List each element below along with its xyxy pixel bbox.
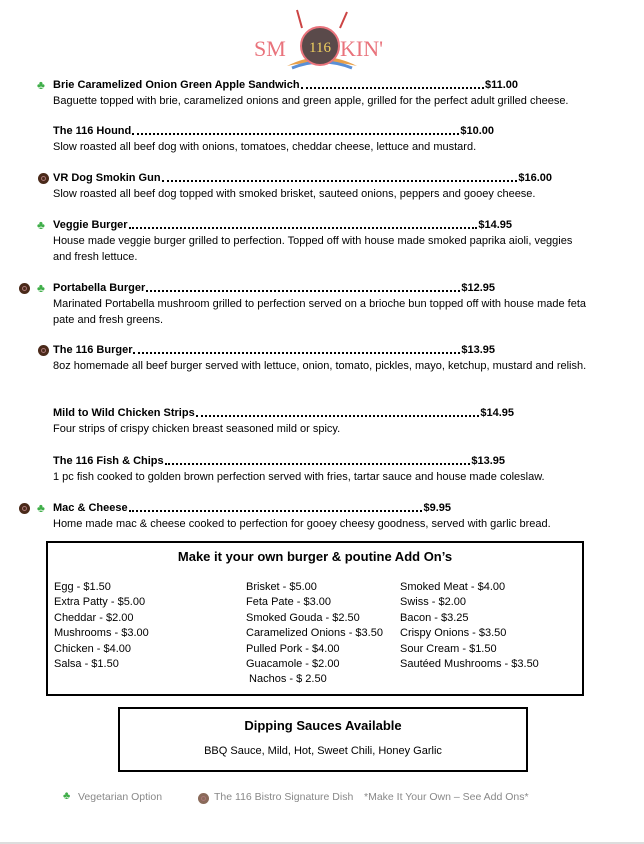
vegetarian-icon: ♣: [37, 281, 45, 295]
item-title-row: [53, 343, 495, 357]
addon-item: Bacon - $3.25: [400, 611, 469, 624]
dot-leader: [146, 290, 460, 292]
signature-icon: [38, 173, 49, 184]
svg-text:116: 116: [309, 40, 331, 56]
svg-text:SM: SM: [254, 36, 286, 61]
dot-leader: [132, 133, 459, 135]
item-title: Brie Caramelized Onion Green Apple Sandwich: [53, 79, 300, 91]
item-title: The 116 Burger: [53, 344, 133, 356]
addon-item: Pulled Pork - $4.00: [246, 642, 340, 655]
menu-item: [53, 343, 593, 375]
addon-item: Smoked Meat - $4.00: [400, 581, 506, 593]
addon-item: Guacamole - $2.00: [246, 658, 340, 671]
item-description: Marinated Portabella mushroom grilled to perfection served on a brioche bun topped off with house made feta pate and fresh greens.: [53, 298, 587, 326]
legend-signature: The 116 Bistro Signature Dish: [214, 791, 354, 803]
addon-item: Brisket - $5.00: [246, 581, 317, 593]
item-price: $11.00: [484, 79, 518, 91]
menu-item: [37, 281, 593, 328]
addon-item: Cheddar - $2.00: [54, 611, 134, 624]
addons-column-3: [400, 580, 539, 672]
item-title: Portabella Burger: [53, 282, 146, 294]
item-description: Slow roasted all beef dog with onions, tomatoes, cheddar cheese, lettuce and mustard.: [53, 141, 477, 153]
addon-item: Crispy Onions - $3.50: [400, 627, 507, 640]
dot-leader: [301, 87, 484, 89]
addons-column-1: [54, 580, 149, 672]
item-price: $12.95: [461, 282, 495, 294]
item-title-row: [53, 406, 514, 420]
menu-item: [37, 78, 593, 110]
addon-item: Caramelized Onions - $3.50: [246, 627, 383, 640]
item-price: $16.00: [518, 172, 552, 184]
item-price: $14.95: [480, 407, 514, 419]
item-price: $13.95: [461, 344, 495, 356]
addon-item: Mushrooms - $3.00: [54, 627, 149, 640]
addon-item: Smoked Gouda - $2.50: [246, 611, 360, 624]
addon-item: Egg - $1.50: [54, 581, 111, 593]
vegetarian-icon: ♣: [63, 790, 71, 802]
dipping-sauces-box: [118, 707, 528, 772]
signature-icon: [19, 503, 30, 514]
item-description: 8oz homemade all beef burger served with lettuce, onion, tomato, pickles, mayo, ketchup, mustard and relish.: [53, 360, 587, 372]
item-title: Mac & Cheese: [53, 502, 128, 514]
menu-item: [53, 454, 593, 486]
smokin-logo: [252, 8, 392, 70]
addon-item: Extra Patty - $5.00: [54, 596, 146, 609]
dot-leader: [162, 180, 518, 182]
item-description: House made veggie burger grilled to perfection. Topped off with house made smoked paprika aioli, veggies and fresh lettuce.: [53, 235, 573, 263]
menu-item: [53, 406, 593, 438]
item-title-row: [53, 171, 552, 185]
item-price: $14.95: [478, 219, 512, 231]
item-title-row: [53, 124, 494, 138]
item-title: The 116 Fish & Chips: [53, 455, 164, 467]
legend-make-own: *Make It Your Own – See Add Ons*: [364, 791, 529, 803]
addon-item: Sautéed Mushrooms - $3.50: [400, 658, 539, 671]
item-title: Mild to Wild Chicken Strips: [53, 407, 195, 419]
vegetarian-icon: ♣: [37, 78, 45, 92]
addon-item: Salsa - $1.50: [54, 658, 119, 671]
vegetarian-icon: ♣: [37, 218, 45, 232]
legend-vegetarian: Vegetarian Option: [78, 791, 163, 803]
menu-item: [53, 124, 593, 156]
addons-title: Make it your own burger & poutine Add On’s: [177, 549, 453, 564]
item-title-row: [53, 78, 518, 92]
dot-leader: [129, 227, 478, 229]
signature-icon: [198, 793, 209, 804]
item-description: Slow roasted all beef dog topped with smoked brisket, sauteed onions, peppers and gooey cheese.: [53, 188, 536, 200]
addon-item: Feta Pate - $3.00: [246, 596, 331, 609]
dot-leader: [133, 352, 460, 354]
item-title: VR Dog Smokin Gun: [53, 172, 161, 184]
dot-leader: [196, 415, 480, 417]
item-description: Home made mac & cheese cooked to perfection for gooey cheesy goodness, served with garlic bread.: [53, 518, 551, 530]
item-title: The 116 Hound: [53, 125, 132, 137]
item-title: Veggie Burger: [53, 219, 128, 231]
addons-column-2: [246, 580, 383, 688]
menu-item: [37, 501, 593, 533]
addon-item: Nachos - $ 2.50: [246, 673, 327, 686]
signature-icon: [19, 283, 30, 294]
item-price: $9.95: [423, 502, 451, 514]
addon-item: Swiss - $2.00: [400, 596, 467, 609]
item-title-row: [53, 218, 512, 232]
vegetarian-icon: ♣: [37, 501, 45, 515]
addon-item: Sour Cream - $1.50: [400, 642, 497, 655]
addon-item: Chicken - $4.00: [54, 642, 132, 655]
item-title-row: [53, 281, 495, 295]
dot-leader: [165, 463, 471, 465]
item-title-row: [53, 454, 505, 468]
menu-item: [37, 218, 593, 265]
item-description: 1 pc fish cooked to golden brown perfection served with fries, tartar sauce and house made coleslaw.: [53, 471, 545, 483]
svg-text:KIN': KIN': [340, 36, 384, 61]
menu-item: [53, 171, 593, 203]
item-description: Baguette topped with brie, caramelized onions and green apple, grilled for the perfect adult grilled cheese.: [53, 95, 569, 107]
signature-icon: [38, 345, 49, 356]
item-description: Four strips of crispy chicken breast seasoned mild or spicy.: [53, 423, 341, 435]
dot-leader: [129, 510, 423, 512]
item-title-row: [53, 501, 451, 515]
addons-box: [46, 541, 584, 696]
item-price: $10.00: [460, 125, 494, 137]
sauces-title: Dipping Sauces Available: [244, 718, 402, 733]
sauces-list: BBQ Sauce, Mild, Hot, Sweet Chili, Honey Garlic: [204, 745, 442, 757]
item-price: $13.95: [471, 455, 505, 467]
